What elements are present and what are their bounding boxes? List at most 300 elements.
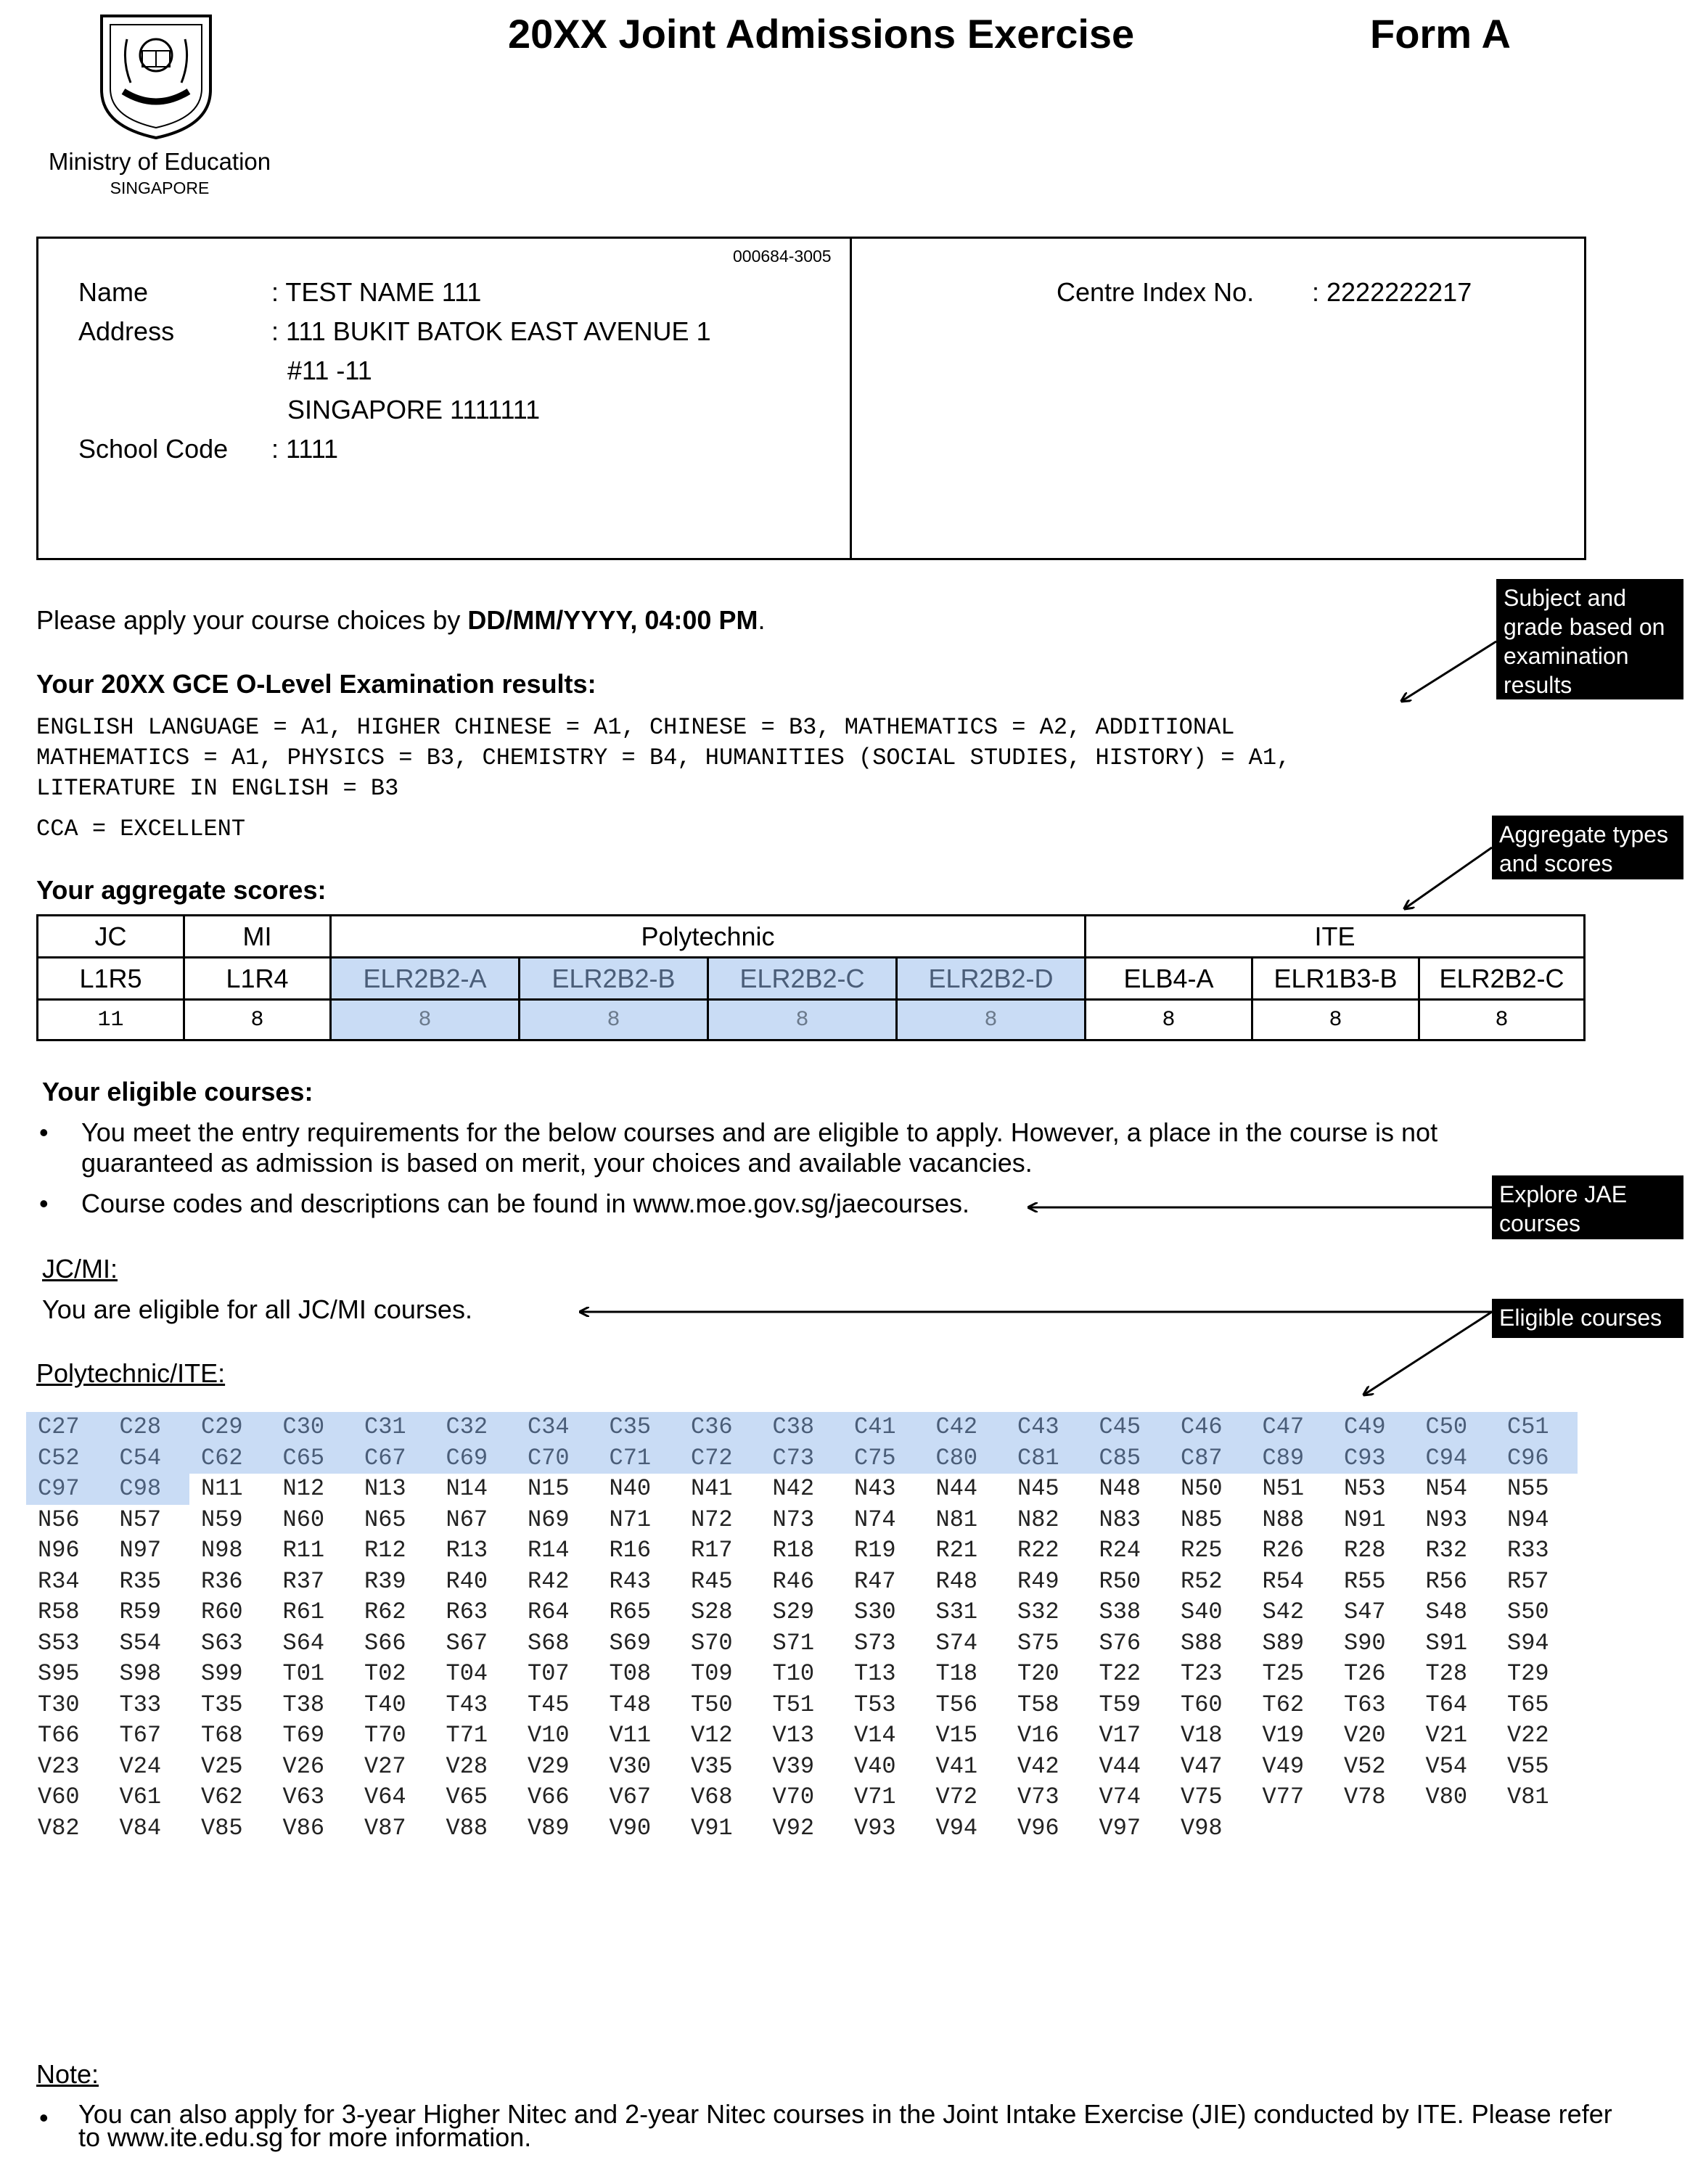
- course-code: R40: [446, 1567, 488, 1595]
- apply-suffix: .: [758, 605, 766, 635]
- course-code: C41: [842, 1412, 924, 1443]
- course-code: T33: [119, 1691, 162, 1718]
- course-code: V68: [691, 1783, 733, 1810]
- course-code: C35: [598, 1412, 680, 1443]
- course-code: C54: [108, 1443, 190, 1474]
- course-code: V19: [1262, 1722, 1305, 1749]
- course-code: S90: [1344, 1629, 1386, 1657]
- course-code: N13: [364, 1475, 406, 1502]
- course-code: T67: [119, 1722, 162, 1749]
- course-code: S29: [772, 1598, 815, 1625]
- callout-aggregate: Aggregate types and scores: [1492, 816, 1683, 879]
- course-code: S71: [772, 1629, 815, 1657]
- course-code: S54: [119, 1629, 162, 1657]
- course-code: V66: [528, 1783, 570, 1810]
- course-code: N44: [935, 1475, 978, 1502]
- agg-type: ELR2B2-B: [520, 958, 708, 1000]
- course-code: N60: [282, 1506, 325, 1533]
- course-code: V40: [854, 1752, 896, 1780]
- course-code: V11: [609, 1722, 652, 1749]
- cca-text: CCA = EXCELLENT: [36, 816, 246, 842]
- agg-type: L1R4: [184, 958, 331, 1000]
- course-code: T18: [935, 1660, 978, 1687]
- eligible-bullet-2: Course codes and descriptions can be found in www.moe.gov.sg/jaecourses.: [81, 1189, 970, 1218]
- course-code: C43: [1006, 1412, 1088, 1443]
- course-code: V88: [446, 1814, 488, 1842]
- course-code: T59: [1099, 1691, 1141, 1718]
- course-code: N91: [1344, 1506, 1386, 1533]
- course-code: V12: [691, 1722, 733, 1749]
- course-code: R54: [1262, 1567, 1305, 1595]
- course-code: T38: [282, 1691, 325, 1718]
- course-code: T04: [446, 1660, 488, 1687]
- course-code: T13: [854, 1660, 896, 1687]
- course-code: N69: [528, 1506, 570, 1533]
- course-code: C45: [1088, 1412, 1170, 1443]
- course-code: C75: [842, 1443, 924, 1474]
- course-code: V35: [691, 1752, 733, 1780]
- address-line-3: SINGAPORE 1111111: [287, 395, 541, 424]
- course-code: C85: [1088, 1443, 1170, 1474]
- course-code: T51: [772, 1691, 815, 1718]
- results-heading: Your 20XX GCE O-Level Examination results:: [36, 669, 596, 699]
- course-code: V18: [1181, 1722, 1223, 1749]
- ministry-name: Ministry of Education: [48, 148, 271, 175]
- arrow-subject-grade: [1402, 641, 1496, 701]
- course-code: V62: [201, 1783, 243, 1810]
- course-code: V64: [364, 1783, 406, 1810]
- course-code: V92: [772, 1814, 815, 1842]
- course-code: V28: [446, 1752, 488, 1780]
- course-code: S73: [854, 1629, 896, 1657]
- course-code: N53: [1344, 1475, 1386, 1502]
- course-code: N15: [528, 1475, 570, 1502]
- course-code: C32: [435, 1412, 517, 1443]
- course-code: R48: [935, 1567, 978, 1595]
- course-code: C72: [679, 1443, 761, 1474]
- course-code: T56: [935, 1691, 978, 1718]
- course-code: S50: [1507, 1598, 1549, 1625]
- course-code: N82: [1017, 1506, 1059, 1533]
- course-code: S70: [691, 1629, 733, 1657]
- course-code: R52: [1181, 1567, 1223, 1595]
- course-code: C34: [516, 1412, 598, 1443]
- course-code: T50: [691, 1691, 733, 1718]
- course-code: S88: [1181, 1629, 1223, 1657]
- course-code: C98: [108, 1474, 190, 1505]
- course-code: R19: [854, 1537, 896, 1564]
- course-code: C50: [1414, 1412, 1496, 1443]
- course-code: T53: [854, 1691, 896, 1718]
- course-code: C36: [679, 1412, 761, 1443]
- course-code: C69: [435, 1443, 517, 1474]
- course-code: C31: [353, 1412, 435, 1443]
- agg-type: ELR2B2-C: [1419, 958, 1585, 1000]
- course-code: V89: [528, 1814, 570, 1842]
- course-code: C67: [353, 1443, 435, 1474]
- course-code: R22: [1017, 1537, 1059, 1564]
- course-code: R28: [1344, 1537, 1386, 1564]
- course-code: N72: [691, 1506, 733, 1533]
- course-code: N96: [38, 1537, 80, 1564]
- course-code: S67: [446, 1629, 488, 1657]
- course-code: N43: [854, 1475, 896, 1502]
- course-code: R65: [609, 1598, 652, 1625]
- agg-type: ELR2B2-C: [708, 958, 897, 1000]
- course-code: V10: [528, 1722, 570, 1749]
- course-code: R50: [1099, 1567, 1141, 1595]
- reference-number: 000684-3005: [733, 247, 832, 266]
- course-code: S75: [1017, 1629, 1059, 1657]
- course-code: N93: [1425, 1506, 1468, 1533]
- course-code: T62: [1262, 1691, 1305, 1718]
- course-code: R42: [528, 1567, 570, 1595]
- course-code: V41: [935, 1752, 978, 1780]
- course-code: V60: [38, 1783, 80, 1810]
- course-code: R47: [854, 1567, 896, 1595]
- course-code: N94: [1507, 1506, 1549, 1533]
- agg-score: 8: [1252, 1000, 1419, 1040]
- course-code: N51: [1262, 1475, 1305, 1502]
- course-code: V86: [282, 1814, 325, 1842]
- arrow-aggregate: [1405, 847, 1492, 908]
- course-code: T58: [1017, 1691, 1059, 1718]
- course-code: R62: [364, 1598, 406, 1625]
- course-code: N41: [691, 1475, 733, 1502]
- course-code: V67: [609, 1783, 652, 1810]
- course-code: T48: [609, 1691, 652, 1718]
- jcmi-text: You are eligible for all JC/MI courses.: [42, 1294, 472, 1324]
- course-code: T35: [201, 1691, 243, 1718]
- course-code: S63: [201, 1629, 243, 1657]
- course-code: T43: [446, 1691, 488, 1718]
- course-code: S40: [1181, 1598, 1223, 1625]
- course-code: V97: [1099, 1814, 1141, 1842]
- course-code: S68: [528, 1629, 570, 1657]
- course-code: S99: [201, 1660, 243, 1687]
- course-code: V22: [1507, 1722, 1549, 1749]
- course-code: R34: [38, 1567, 80, 1595]
- course-code: S48: [1425, 1598, 1468, 1625]
- agg-type: ELR2B2-D: [897, 958, 1086, 1000]
- course-code: R13: [446, 1537, 488, 1564]
- course-code: T68: [201, 1722, 243, 1749]
- course-code: T30: [38, 1691, 80, 1718]
- course-code: V47: [1181, 1752, 1223, 1780]
- course-code: R39: [364, 1567, 406, 1595]
- course-code: R60: [201, 1598, 243, 1625]
- course-code: V26: [282, 1752, 325, 1780]
- course-code: N57: [119, 1506, 162, 1533]
- course-code: V24: [119, 1752, 162, 1780]
- course-code: V75: [1181, 1783, 1223, 1810]
- course-code: T02: [364, 1660, 406, 1687]
- course-code: R59: [119, 1598, 162, 1625]
- course-code: C62: [189, 1443, 271, 1474]
- course-code: V77: [1262, 1783, 1305, 1810]
- course-code: R35: [119, 1567, 162, 1595]
- course-code: R46: [772, 1567, 815, 1595]
- course-code: C94: [1414, 1443, 1496, 1474]
- group-mi: MI: [184, 916, 331, 958]
- course-code: N40: [609, 1475, 652, 1502]
- course-code: T23: [1181, 1660, 1223, 1687]
- bullet-dot: •: [39, 2103, 49, 2132]
- course-code: N54: [1425, 1475, 1468, 1502]
- course-code: R12: [364, 1537, 406, 1564]
- course-code: V42: [1017, 1752, 1059, 1780]
- course-code: C46: [1169, 1412, 1251, 1443]
- course-code: C89: [1251, 1443, 1333, 1474]
- course-code: V91: [691, 1814, 733, 1842]
- course-code: V20: [1344, 1722, 1386, 1749]
- course-code: R26: [1262, 1537, 1305, 1564]
- course-code: N11: [201, 1475, 243, 1502]
- course-code: V84: [119, 1814, 162, 1842]
- eligible-bullet-1: You meet the entry requirements for the below courses and are eligible to apply. However, a place in the course is not guaranteed as admission is based on merit, your choices and available vacancies.: [81, 1117, 1438, 1178]
- course-code: R24: [1099, 1537, 1141, 1564]
- course-code: V49: [1262, 1752, 1305, 1780]
- course-code: R14: [528, 1537, 570, 1564]
- course-code: R36: [201, 1567, 243, 1595]
- course-code: N73: [772, 1506, 815, 1533]
- callout-subject-grade: Subject and grade based on examination results: [1496, 579, 1683, 699]
- agg-score: 8: [184, 1000, 331, 1040]
- course-code: T01: [282, 1660, 325, 1687]
- poly-ite-heading: Polytechnic/ITE:: [36, 1358, 226, 1388]
- course-code: T45: [528, 1691, 570, 1718]
- course-code: T22: [1099, 1660, 1141, 1687]
- course-code: N81: [935, 1506, 978, 1533]
- course-code: T70: [364, 1722, 406, 1749]
- course-code: V98: [1181, 1814, 1223, 1842]
- course-code: T71: [446, 1722, 488, 1749]
- results-text: ENGLISH LANGUAGE = A1, HIGHER CHINESE = A1, CHINESE = B3, MATHEMATICS = A2, ADDITIONAL MATHEMATICS = A1, PHYSICS = B3, CHEMISTRY = B4, HUMANITIES (SOCIAL STUDIES, HISTORY) = A1, LITERATURE IN ENGLISH = B3: [36, 714, 1291, 802]
- course-code: R25: [1181, 1537, 1223, 1564]
- course-code: S53: [38, 1629, 80, 1657]
- course-code: V13: [772, 1722, 815, 1749]
- agg-score: 8: [897, 1000, 1086, 1040]
- aggregate-heading: Your aggregate scores:: [36, 875, 327, 905]
- course-code: C52: [26, 1443, 108, 1474]
- course-code: S30: [854, 1598, 896, 1625]
- course-code: T10: [772, 1660, 815, 1687]
- course-code: V78: [1344, 1783, 1386, 1810]
- course-code: V61: [119, 1783, 162, 1810]
- course-code: R11: [282, 1537, 325, 1564]
- course-code: S32: [1017, 1598, 1059, 1625]
- agg-type: ELR1B3-B: [1252, 958, 1419, 1000]
- course-code: V65: [446, 1783, 488, 1810]
- course-code: S69: [609, 1629, 652, 1657]
- course-code: T20: [1017, 1660, 1059, 1687]
- course-code: C71: [598, 1443, 680, 1474]
- course-code: R57: [1507, 1567, 1549, 1595]
- course-code: N14: [446, 1475, 488, 1502]
- eligible-heading: Your eligible courses:: [42, 1077, 313, 1107]
- course-code: C65: [271, 1443, 353, 1474]
- course-code: C30: [271, 1412, 353, 1443]
- course-code: C38: [761, 1412, 843, 1443]
- course-code: T28: [1425, 1660, 1468, 1687]
- course-code: R43: [609, 1567, 652, 1595]
- course-code: T40: [364, 1691, 406, 1718]
- address-line-1: : 111 BUKIT BATOK EAST AVENUE 1: [271, 316, 711, 346]
- course-code: V25: [201, 1752, 243, 1780]
- note-heading: Note:: [36, 2059, 99, 2089]
- course-code: R37: [282, 1567, 325, 1595]
- name-value: : TEST NAME 111: [271, 277, 482, 307]
- course-code: S31: [935, 1598, 978, 1625]
- jcmi-heading: JC/MI:: [42, 1254, 118, 1284]
- course-code: V94: [935, 1814, 978, 1842]
- course-code: S28: [691, 1598, 733, 1625]
- course-code: V54: [1425, 1752, 1468, 1780]
- course-code: V72: [935, 1783, 978, 1810]
- name-label: Name: [78, 277, 149, 307]
- course-code: T69: [282, 1722, 325, 1749]
- course-code: R58: [38, 1598, 80, 1625]
- course-code: N85: [1181, 1506, 1223, 1533]
- agg-score: 8: [520, 1000, 708, 1040]
- callout-explore-jae: Explore JAE courses: [1492, 1175, 1683, 1239]
- course-code: R56: [1425, 1567, 1468, 1595]
- course-code: T65: [1507, 1691, 1549, 1718]
- course-code: S91: [1425, 1629, 1468, 1657]
- course-code: C42: [924, 1412, 1006, 1443]
- agg-score: 11: [38, 1000, 184, 1040]
- course-code: C96: [1496, 1443, 1578, 1474]
- course-code: V15: [935, 1722, 978, 1749]
- course-code: C80: [924, 1443, 1006, 1474]
- course-code: N59: [201, 1506, 243, 1533]
- agg-type: ELB4-A: [1086, 958, 1252, 1000]
- course-code: S38: [1099, 1598, 1141, 1625]
- bullet-dot: •: [39, 1189, 49, 1218]
- group-polytechnic: Polytechnic: [331, 916, 1086, 958]
- course-code: C73: [761, 1443, 843, 1474]
- course-code: V44: [1099, 1752, 1141, 1780]
- course-code: V29: [528, 1752, 570, 1780]
- group-jc: JC: [38, 916, 184, 958]
- course-code: C93: [1332, 1443, 1414, 1474]
- course-code: R21: [935, 1537, 978, 1564]
- agg-score: 8: [331, 1000, 520, 1040]
- course-code: N74: [854, 1506, 896, 1533]
- course-code: N97: [119, 1537, 162, 1564]
- course-code: C47: [1251, 1412, 1333, 1443]
- apply-prefix: Please apply your course choices by: [36, 605, 468, 635]
- course-code: V23: [38, 1752, 80, 1780]
- course-code: N55: [1507, 1475, 1549, 1502]
- course-code: R45: [691, 1567, 733, 1595]
- course-code: V90: [609, 1814, 652, 1842]
- course-code: T09: [691, 1660, 733, 1687]
- course-code: N67: [446, 1506, 488, 1533]
- form-label: Form A: [1370, 11, 1511, 57]
- course-code: N71: [609, 1506, 652, 1533]
- course-code: N65: [364, 1506, 406, 1533]
- course-code: N83: [1099, 1506, 1141, 1533]
- centre-index-label: Centre Index No.: [1057, 277, 1255, 307]
- address-line-2: #11 -11: [287, 356, 372, 385]
- course-code: N42: [772, 1475, 815, 1502]
- agg-score: 8: [1086, 1000, 1252, 1040]
- arrow-eligible-courses: [1364, 1312, 1492, 1395]
- school-code-label: School Code: [78, 434, 229, 464]
- course-code: S98: [119, 1660, 162, 1687]
- course-code: S76: [1099, 1629, 1141, 1657]
- course-code: V80: [1425, 1783, 1468, 1810]
- course-code: C51: [1496, 1412, 1578, 1443]
- ministry-country: SINGAPORE: [110, 178, 210, 197]
- course-code: N50: [1181, 1475, 1223, 1502]
- course-code: N56: [38, 1506, 80, 1533]
- course-code: S74: [935, 1629, 978, 1657]
- agg-type: ELR2B2-A: [331, 958, 520, 1000]
- course-code: R63: [446, 1598, 488, 1625]
- course-code: T63: [1344, 1691, 1386, 1718]
- course-code: V21: [1425, 1722, 1468, 1749]
- course-code: V82: [38, 1814, 80, 1842]
- course-code: C70: [516, 1443, 598, 1474]
- course-code: R64: [528, 1598, 570, 1625]
- course-code: T60: [1181, 1691, 1223, 1718]
- course-code: T08: [609, 1660, 652, 1687]
- course-code: V16: [1017, 1722, 1059, 1749]
- course-code: V30: [609, 1752, 652, 1780]
- course-code: C49: [1332, 1412, 1414, 1443]
- course-code: V71: [854, 1783, 896, 1810]
- course-code: T25: [1262, 1660, 1305, 1687]
- course-code: V96: [1017, 1814, 1059, 1842]
- course-code: R49: [1017, 1567, 1059, 1595]
- course-code: N45: [1017, 1475, 1059, 1502]
- course-code: R17: [691, 1537, 733, 1564]
- bullet-dot: •: [39, 1117, 49, 1147]
- course-code: C97: [26, 1474, 108, 1505]
- course-code: S64: [282, 1629, 325, 1657]
- course-code: S94: [1507, 1629, 1549, 1657]
- group-ite: ITE: [1086, 916, 1585, 958]
- course-code: V73: [1017, 1783, 1059, 1810]
- course-code: N88: [1262, 1506, 1305, 1533]
- course-code: C81: [1006, 1443, 1088, 1474]
- course-code: S95: [38, 1660, 80, 1687]
- course-code: T07: [528, 1660, 570, 1687]
- course-code: V14: [854, 1722, 896, 1749]
- course-code: V87: [364, 1814, 406, 1842]
- course-code: V52: [1344, 1752, 1386, 1780]
- course-code: N48: [1099, 1475, 1141, 1502]
- centre-index-value: : 2222222217: [1312, 277, 1472, 307]
- course-code: V55: [1507, 1752, 1549, 1780]
- course-code: R61: [282, 1598, 325, 1625]
- note-text: You can also apply for 3-year Higher Nitec and 2-year Nitec courses in the Joint Intake Exercise (JIE) conducted by ITE. Please refer to www.ite.edu.sg for more information.: [78, 2099, 1612, 2152]
- course-code: V39: [772, 1752, 815, 1780]
- address-label: Address: [78, 316, 175, 346]
- course-code: R18: [772, 1537, 815, 1564]
- course-code: S89: [1262, 1629, 1305, 1657]
- course-code: N12: [282, 1475, 325, 1502]
- course-code: V27: [364, 1752, 406, 1780]
- callout-eligible-courses: Eligible courses: [1492, 1299, 1683, 1338]
- course-code: V81: [1507, 1783, 1549, 1810]
- course-code: S47: [1344, 1598, 1386, 1625]
- course-code: C87: [1169, 1443, 1251, 1474]
- agg-score: 8: [708, 1000, 897, 1040]
- course-code: V93: [854, 1814, 896, 1842]
